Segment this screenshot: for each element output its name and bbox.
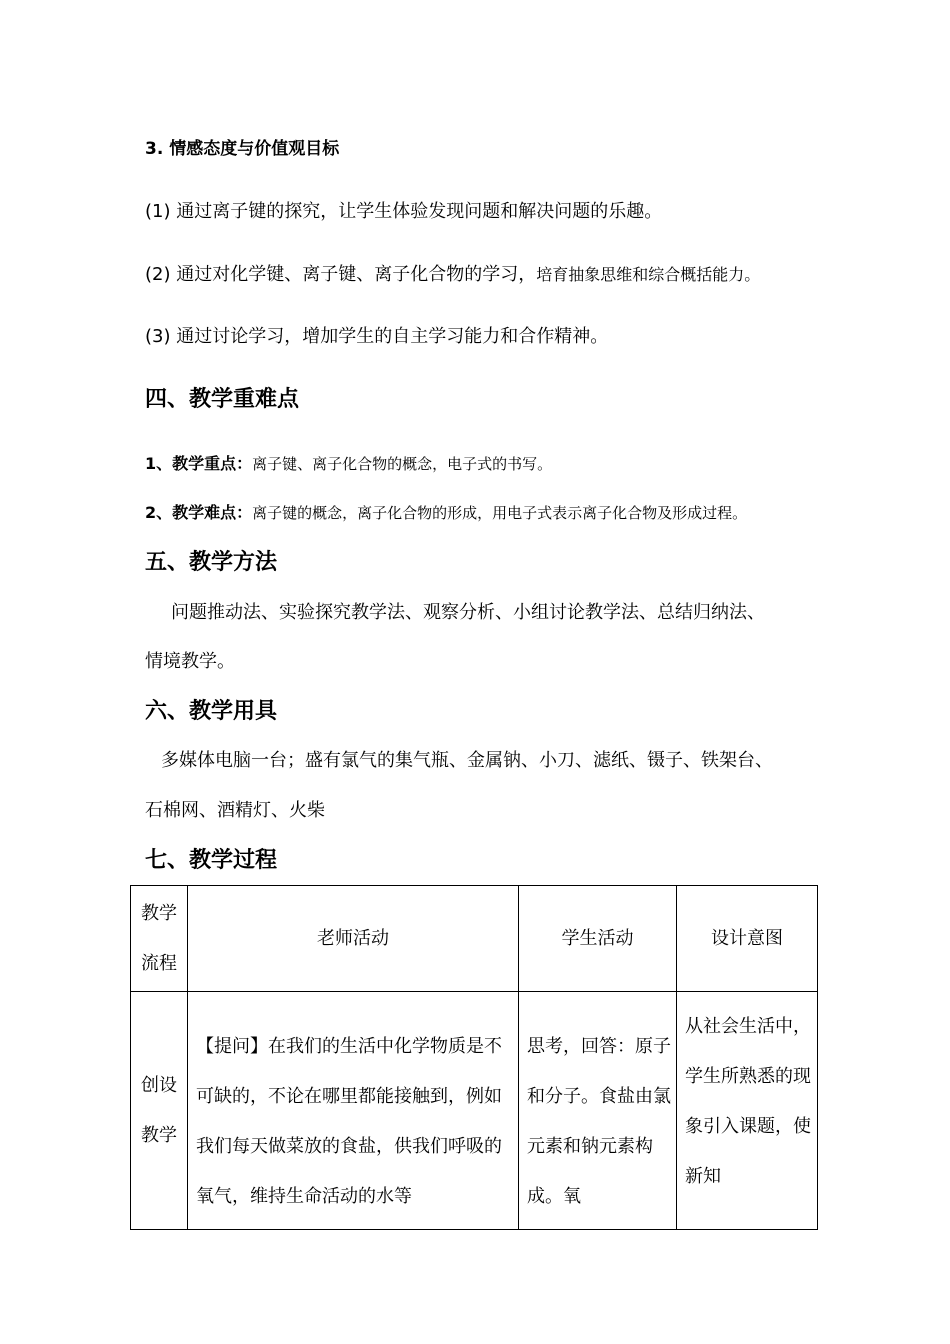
section-heading-key-points: 四、教学重难点 [145,387,300,412]
section-heading-teaching-methods: 五、教学方法 [145,550,278,575]
row-stage [131,992,188,1230]
row-intent-text: 从社会生活中，学生所熟悉的现象引入课题，使新知 [685,1016,811,1187]
section-heading-teaching-tools: 六、教学用具 [145,699,278,724]
key-point-1-text: 离子键、离子化合物的概念，电子式的书写。 [252,455,553,473]
goal-item-1: (1) 通过离子键的探究，让学生体验发现问题和解决问题的乐趣。 [145,201,663,222]
methods-line-2: 情境教学。 [145,651,235,672]
section-heading-attitude-goals: 3. 情感态度与价值观目标 [145,139,340,159]
row-student-text: 思考，回答：原子和分子。食盐由氯元素和钠元素构成。氧 [527,1036,671,1207]
key-point-1 [145,456,552,472]
key-point-2 [145,505,747,521]
header-student: 学生活动 [519,886,677,992]
teaching-process-table [130,885,818,1230]
row-student [519,992,677,1230]
table-header-row [131,886,818,992]
header-intent: 设计意图 [677,886,818,992]
tools-line-1: 多媒体电脑一台；盛有氯气的集气瓶、金属钠、小刀、滤纸、镊子、铁架台、 [161,750,773,771]
header-stage [131,886,188,992]
header-stage-text: 教学流程 [141,902,177,974]
methods-line-1: 问题推动法、实验探究教学法、观察分析、小组讨论教学法、总结归纳法、 [171,602,765,623]
goal-item-2 [145,266,760,284]
row-teacher [188,992,519,1230]
goal-item-2-text: (2) 通过对化学键、离子键、离子化合物的学习， [145,264,537,285]
key-point-2-text: 离子键的概念，离子化合物的形成，用电子式表示离子化合物及形成过程。 [252,504,748,522]
table-row [131,992,818,1230]
row-teacher-text: 【提问】在我们的生活中化学物质是不可缺的，不论在哪里都能接触到，例如我们每天做菜放的食盐，供我们呼吸的氧气，维持生命活动的水等 [196,1036,502,1207]
row-stage-text: 创设教学 [141,1074,177,1146]
section-heading-teaching-process: 七、教学过程 [145,848,278,873]
row-intent [677,992,818,1230]
goal-item-3: (3) 通过讨论学习，增加学生的自主学习能力和合作精神。 [145,326,609,347]
key-point-2-label: 2、教学难点： [145,503,253,522]
tools-line-2: 石棉网、酒精灯、火柴 [145,800,325,821]
goal-item-2-small: 培育抽象思维和综合概括能力。 [536,265,761,284]
header-teacher: 老师活动 [188,886,519,992]
key-point-1-label: 1、教学重点： [145,454,253,473]
